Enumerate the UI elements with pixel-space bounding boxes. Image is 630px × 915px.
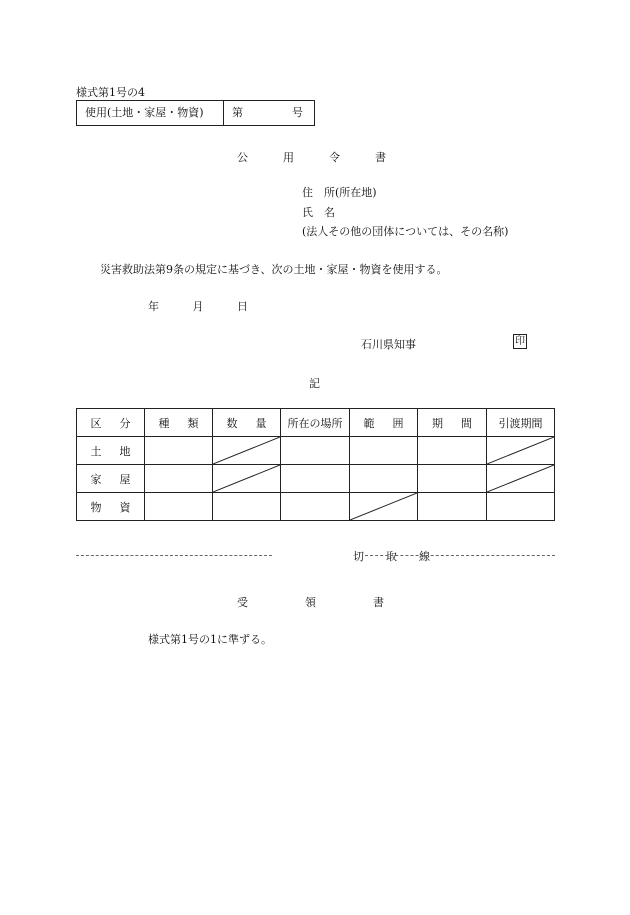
number-suffix: 号 xyxy=(292,106,303,119)
table-cell xyxy=(145,465,213,493)
crossed-cell xyxy=(213,437,281,465)
row-label: 家屋 xyxy=(77,465,145,493)
table-cell xyxy=(350,465,418,493)
addressee-note: (法人その他の団体については、その名称) xyxy=(302,225,509,238)
cut-line-dash-left xyxy=(76,555,272,556)
row-label: 物資 xyxy=(77,493,145,521)
table-header-row xyxy=(77,409,555,437)
document-title: 公用令書 xyxy=(237,151,421,164)
cut-line-dash-right xyxy=(365,555,555,556)
header-cell: 区分 xyxy=(77,409,145,437)
table-cell xyxy=(418,465,487,493)
table-cell xyxy=(418,437,487,465)
header-cell: 引渡期間 xyxy=(487,409,555,437)
usage-label: 使用(土地・家屋・物資) xyxy=(77,101,224,125)
header-cell: 数量 xyxy=(213,409,281,437)
table-cell xyxy=(418,493,487,521)
receipt-note: 様式第1号の1に準ずる。 xyxy=(148,633,272,646)
table-row xyxy=(77,493,555,521)
number-prefix: 第 xyxy=(232,106,243,119)
table-cell xyxy=(281,465,350,493)
addressee-name: 氏 名 xyxy=(302,206,335,219)
crossed-cell xyxy=(487,437,555,465)
header-box xyxy=(76,100,315,126)
table-row xyxy=(77,437,555,465)
table-cell xyxy=(487,493,555,521)
addressee-address: 住 所(所在地) xyxy=(302,186,377,199)
seal-mark: 印 xyxy=(515,336,525,347)
items-table xyxy=(76,408,555,521)
cut-line xyxy=(76,546,555,566)
crossed-cell xyxy=(213,465,281,493)
table-cell xyxy=(281,437,350,465)
table-cell xyxy=(350,437,418,465)
receipt-title: 受領書 xyxy=(237,596,441,609)
table-row xyxy=(77,465,555,493)
crossed-cell xyxy=(487,465,555,493)
table-cell xyxy=(145,437,213,465)
row-label: 土地 xyxy=(77,437,145,465)
header-cell: 範囲 xyxy=(350,409,418,437)
ki-heading: 記 xyxy=(309,377,320,390)
date-day: 日 xyxy=(237,300,248,313)
cut-line-label: 切取線 xyxy=(353,550,452,563)
body-text: 災害救助法第9条の規定に基づき、次の土地・家屋・物資を使用する。 xyxy=(100,263,448,276)
number-field xyxy=(224,101,314,125)
header-cell: 期間 xyxy=(418,409,487,437)
header-cell: 所在の場所 xyxy=(281,409,350,437)
date-year: 年 xyxy=(148,300,159,313)
date-month: 月 xyxy=(192,300,204,313)
date-line xyxy=(148,298,278,314)
issuer: 石川県知事 xyxy=(361,338,416,351)
crossed-cell xyxy=(350,493,418,521)
table-cell xyxy=(281,493,350,521)
header-cell: 種類 xyxy=(145,409,213,437)
form-number: 様式第1号の4 xyxy=(76,86,145,99)
table-cell xyxy=(213,493,281,521)
table-cell xyxy=(145,493,213,521)
